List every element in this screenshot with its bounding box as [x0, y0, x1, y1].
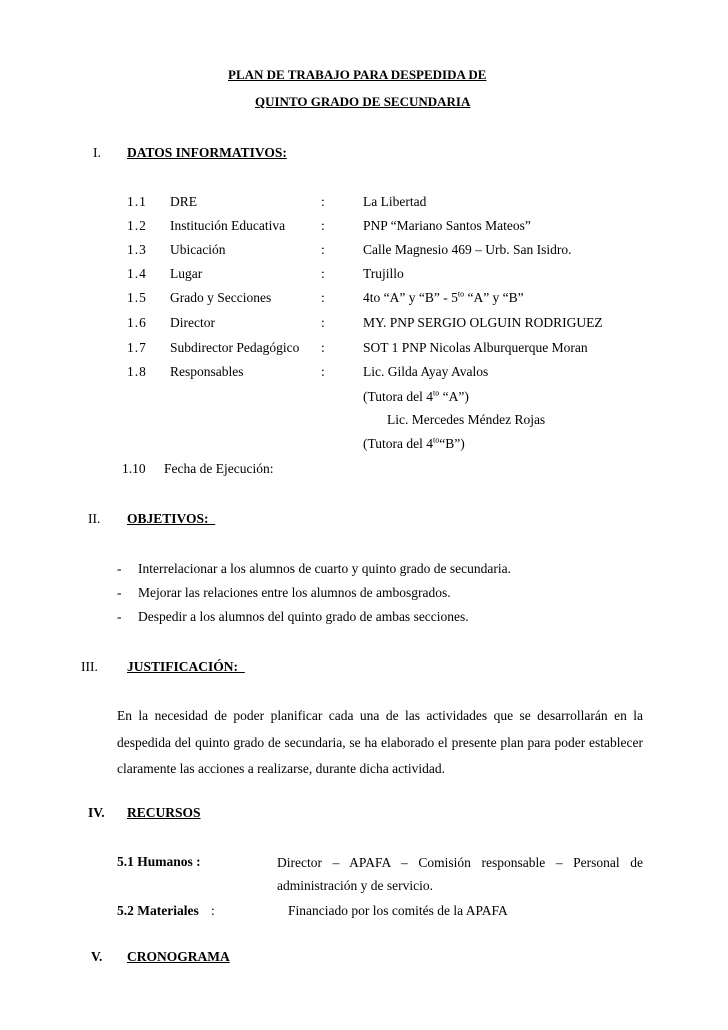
recursos-humanos-label: 5.1 Humanos :: [117, 854, 201, 869]
objetivo-2-text: Mejorar las relaciones entre los alumnos de ambosgrados.: [138, 585, 451, 600]
row-1-5-value-sup: to: [457, 289, 465, 299]
section4-number: IV.: [88, 805, 105, 820]
row-1-10-label: Fecha de Ejecución:: [164, 461, 274, 476]
row-1-5-separator: :: [321, 290, 325, 305]
tutora-line-1: [363, 389, 469, 405]
row-1-1-number: 1.1: [127, 194, 147, 209]
row-1-3-number: 1.3: [127, 242, 147, 257]
tutora-line-2: [363, 436, 465, 452]
row-1-7-value: SOT 1 PNP Nicolas Alburquerque Moran: [363, 340, 588, 355]
row-1-5-value-b: “A” y “B”: [464, 290, 524, 305]
row-1-3-label: Ubicación: [170, 242, 226, 257]
row-1-1-value: La Libertad: [363, 194, 427, 209]
tutora-2-a: (Tutora del 4: [363, 436, 433, 451]
row-1-8-separator: :: [321, 364, 325, 379]
section5-heading: CRONOGRAMA: [127, 949, 230, 964]
document-title-line1: PLAN DE TRABAJO PARA DESPEDIDA DE: [228, 67, 487, 82]
row-1-8-label: Responsables: [170, 364, 244, 379]
objetivo-2-dash: -: [117, 585, 122, 600]
document-title-line2: QUINTO GRADO DE SECUNDARIA: [255, 94, 471, 109]
tutora-2-b: “B”): [439, 436, 465, 451]
row-1-2-value: PNP “Mariano Santos Mateos”: [363, 218, 531, 233]
objetivo-3-text: Despedir a los alumnos del quinto grado de ambas secciones.: [138, 609, 469, 624]
section2-number: II.: [88, 511, 101, 526]
row-1-6-label: Director: [170, 315, 215, 330]
row-1-8-number: 1.8: [127, 364, 147, 379]
recursos-materiales-text: Financiado por los comités de la APAFA: [288, 903, 508, 918]
row-1-5-value: [363, 290, 524, 306]
row-1-3-separator: :: [321, 242, 325, 257]
recursos-humanos-text: Director – APAFA – Comisión responsable – Personal de administración y de servicio.: [277, 855, 643, 893]
row-1-4-number: 1.4: [127, 266, 147, 281]
section1-number: I.: [93, 145, 101, 160]
section3-heading: JUSTIFICACIÓN:: [127, 659, 245, 674]
section4-heading: RECURSOS: [127, 805, 201, 820]
section1-heading: DATOS INFORMATIVOS:: [127, 145, 287, 160]
row-1-7-number: 1.7: [127, 340, 147, 355]
row-1-2-separator: :: [321, 218, 325, 233]
tutora-1-b: “A”): [439, 389, 469, 404]
row-1-2-label: Institución Educativa: [170, 218, 286, 233]
row-1-7-separator: :: [321, 340, 325, 355]
recursos-materiales-label: 5.2 Materiales: [117, 903, 199, 918]
tutora-1-sup: to: [433, 388, 440, 398]
responsable-2: Lic. Mercedes Méndez Rojas: [387, 412, 546, 427]
row-1-2-number: 1.2: [127, 218, 147, 233]
objetivo-3-dash: -: [117, 609, 122, 624]
row-1-4-label: Lugar: [170, 266, 203, 281]
objetivo-1-dash: -: [117, 561, 122, 576]
row-1-6-number: 1.6: [127, 315, 147, 330]
section3-number: III.: [81, 659, 98, 674]
objetivo-1-text: Interrelacionar a los alumnos de cuarto y quinto grado de secundaria.: [138, 561, 511, 576]
section5-number: V.: [91, 949, 103, 964]
row-1-6-value: MY. PNP SERGIO OLGUIN RODRIGUEZ: [363, 315, 603, 330]
row-1-7-label: Subdirector Pedagógico: [170, 340, 300, 355]
recursos-materiales-separator: :: [211, 903, 215, 918]
row-1-10-number: 1.10: [122, 461, 146, 476]
tutora-1-a: (Tutora del 4: [363, 389, 433, 404]
justificacion-paragraph: En la necesidad de poder planificar cada una de las actividades que se desarrollarán en la despedida del quinto grado de secundaria, se ha elaborado el presente plan para poder establecer claramente las acciones a realizarse, durante dicha actividad.: [117, 708, 643, 776]
tutora-2-sup: to: [433, 435, 440, 445]
row-1-8-value: Lic. Gilda Ayay Avalos: [363, 364, 489, 379]
row-1-5-value-a: 4to “A” y “B” - 5: [363, 290, 458, 305]
row-1-3-value: Calle Magnesio 469 – Urb. San Isidro.: [363, 242, 572, 257]
row-1-5-label: Grado y Secciones: [170, 290, 272, 305]
row-1-5-number: 1.5: [127, 290, 147, 305]
row-1-6-separator: :: [321, 315, 325, 330]
section2-heading: OBJETIVOS:: [127, 511, 216, 526]
row-1-1-separator: :: [321, 194, 325, 209]
row-1-4-separator: :: [321, 266, 325, 281]
row-1-4-value: Trujillo: [363, 266, 404, 281]
row-1-1-label: DRE: [170, 194, 197, 209]
